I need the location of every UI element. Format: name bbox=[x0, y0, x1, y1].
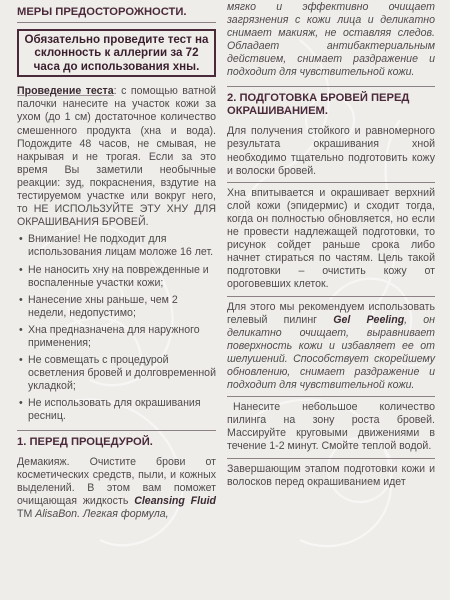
section1-paragraph bbox=[17, 456, 216, 521]
product-name: Cleansing Fluid bbox=[134, 495, 216, 508]
section1-text2: ТМ bbox=[17, 508, 36, 521]
p3-text2: , он деликатно очищает, выравнивает поверхность кожи и избавляет ее от шелушений. Способствует скорейшему обновлению, снимает раздражение и подходит для чувствительной кожи. bbox=[227, 313, 436, 392]
gel-peeling-name: Gel Peeling bbox=[333, 313, 405, 326]
precautions-list bbox=[17, 233, 216, 423]
list-item: • Не совмещать с процедурой осветления бровей и долговременной укладкой; bbox=[17, 354, 216, 393]
section-divider bbox=[17, 430, 216, 431]
list-item: • Хна предназначена для наружного применения; bbox=[17, 324, 216, 350]
section2-paragraph-5: Завершающим этапом подготовки кожи и волосков перед окрашиванием идет bbox=[227, 462, 435, 488]
paragraph-divider bbox=[227, 182, 435, 183]
precautions-heading: МЕРЫ ПРЕДОСТОРОЖНОСТИ. bbox=[17, 6, 187, 18]
list-item: • Нанесение хны раньше, чем 2 недели, недопустимо; bbox=[17, 294, 216, 320]
p3-text: Для этого мы рекомендуем использовать гелевый пилинг bbox=[227, 300, 435, 326]
list-item: • Внимание! Не подходит для использования лицам моложе 16 лет. bbox=[17, 233, 216, 259]
allergy-warning-box: Обязательно проведите тест на склонность к аллергии за 72 часа до использования хны. bbox=[17, 29, 216, 78]
section2-paragraph-3 bbox=[227, 301, 435, 393]
section2-paragraph-2: Хна впитывается и окрашивает верхний слой кожи (эпидермис) и сходит тогда, когда он полностью обновляется, но если не провести надлежащей подготовки, то рисунок сойдет раньше срока либо начнет стираться по частям. Цель такой подготовки – очистить кожу от ороговевших клеток. bbox=[227, 186, 435, 291]
section-divider bbox=[227, 86, 435, 87]
left-column bbox=[17, 0, 216, 525]
paragraph-divider bbox=[227, 396, 435, 397]
heading-underline bbox=[17, 22, 216, 23]
list-item: • Не наносить хну на поврежденные и воспаленные участки кожи; bbox=[17, 264, 216, 290]
section1-text: Демакияж. Очистите брови от косметических средств, пыли, и кожных выделений. В этом вам поможет очищающая жидкость bbox=[17, 455, 216, 508]
section2-paragraph-4: Нанесите небольшое количество пилинга на зону роста бровей. Массируйте круговыми движениями в течение 1-2 минут. Смойте теплой водой. bbox=[227, 401, 435, 453]
right-column bbox=[227, 0, 435, 493]
section1-title: 1. ПЕРЕД ПРОЦЕДУРОЙ. bbox=[17, 435, 153, 448]
list-item: • Не использовать для окрашивания ресниц. bbox=[17, 397, 216, 423]
paragraph-divider bbox=[227, 458, 435, 459]
test-text: : с помощью ватной палочки нанесите на участок кожи за ухом (до 1 см) достаточное количество смешенного продукта (хна и вода). Подождите 48 часов, не смывая, не накрывая и не трогая. Если за это время Вы заметили необычные реакции: зуд, покраснения, вздутие на тестируемом участке или вокруг него, то bbox=[17, 85, 216, 216]
section1-text3: . Легкая формула, bbox=[77, 508, 169, 521]
allergy-test-paragraph bbox=[17, 85, 216, 229]
continued-paragraph: мягко и эффективно очищает загрязнения с кожи лица и деликатно снимает макияж, не оставляя следов. Обладает антибактериальным действием, снимает раздражение и подходит для чувствительной кожи. bbox=[227, 1, 435, 79]
section2-paragraph-1: Для получения стойкого и равномерного результата окрашивания хной необходимо тщательно подготовить кожу и волоски бровей. bbox=[227, 125, 435, 177]
test-label: Проведение теста bbox=[17, 85, 114, 98]
brand-name: AlisaBon bbox=[35, 508, 78, 521]
section2-title: 2. ПОДГОТОВКА БРОВЕЙ ПЕРЕД ОКРАШИВАНИЕМ. bbox=[227, 91, 410, 117]
test-emphasis: НЕ ИСПОЛЬЗУЙТЕ ЭТУ ХНУ ДЛЯ ОКРАШИВАНИЯ БРОВЕЙ. bbox=[17, 203, 216, 229]
paragraph-divider bbox=[227, 296, 435, 297]
